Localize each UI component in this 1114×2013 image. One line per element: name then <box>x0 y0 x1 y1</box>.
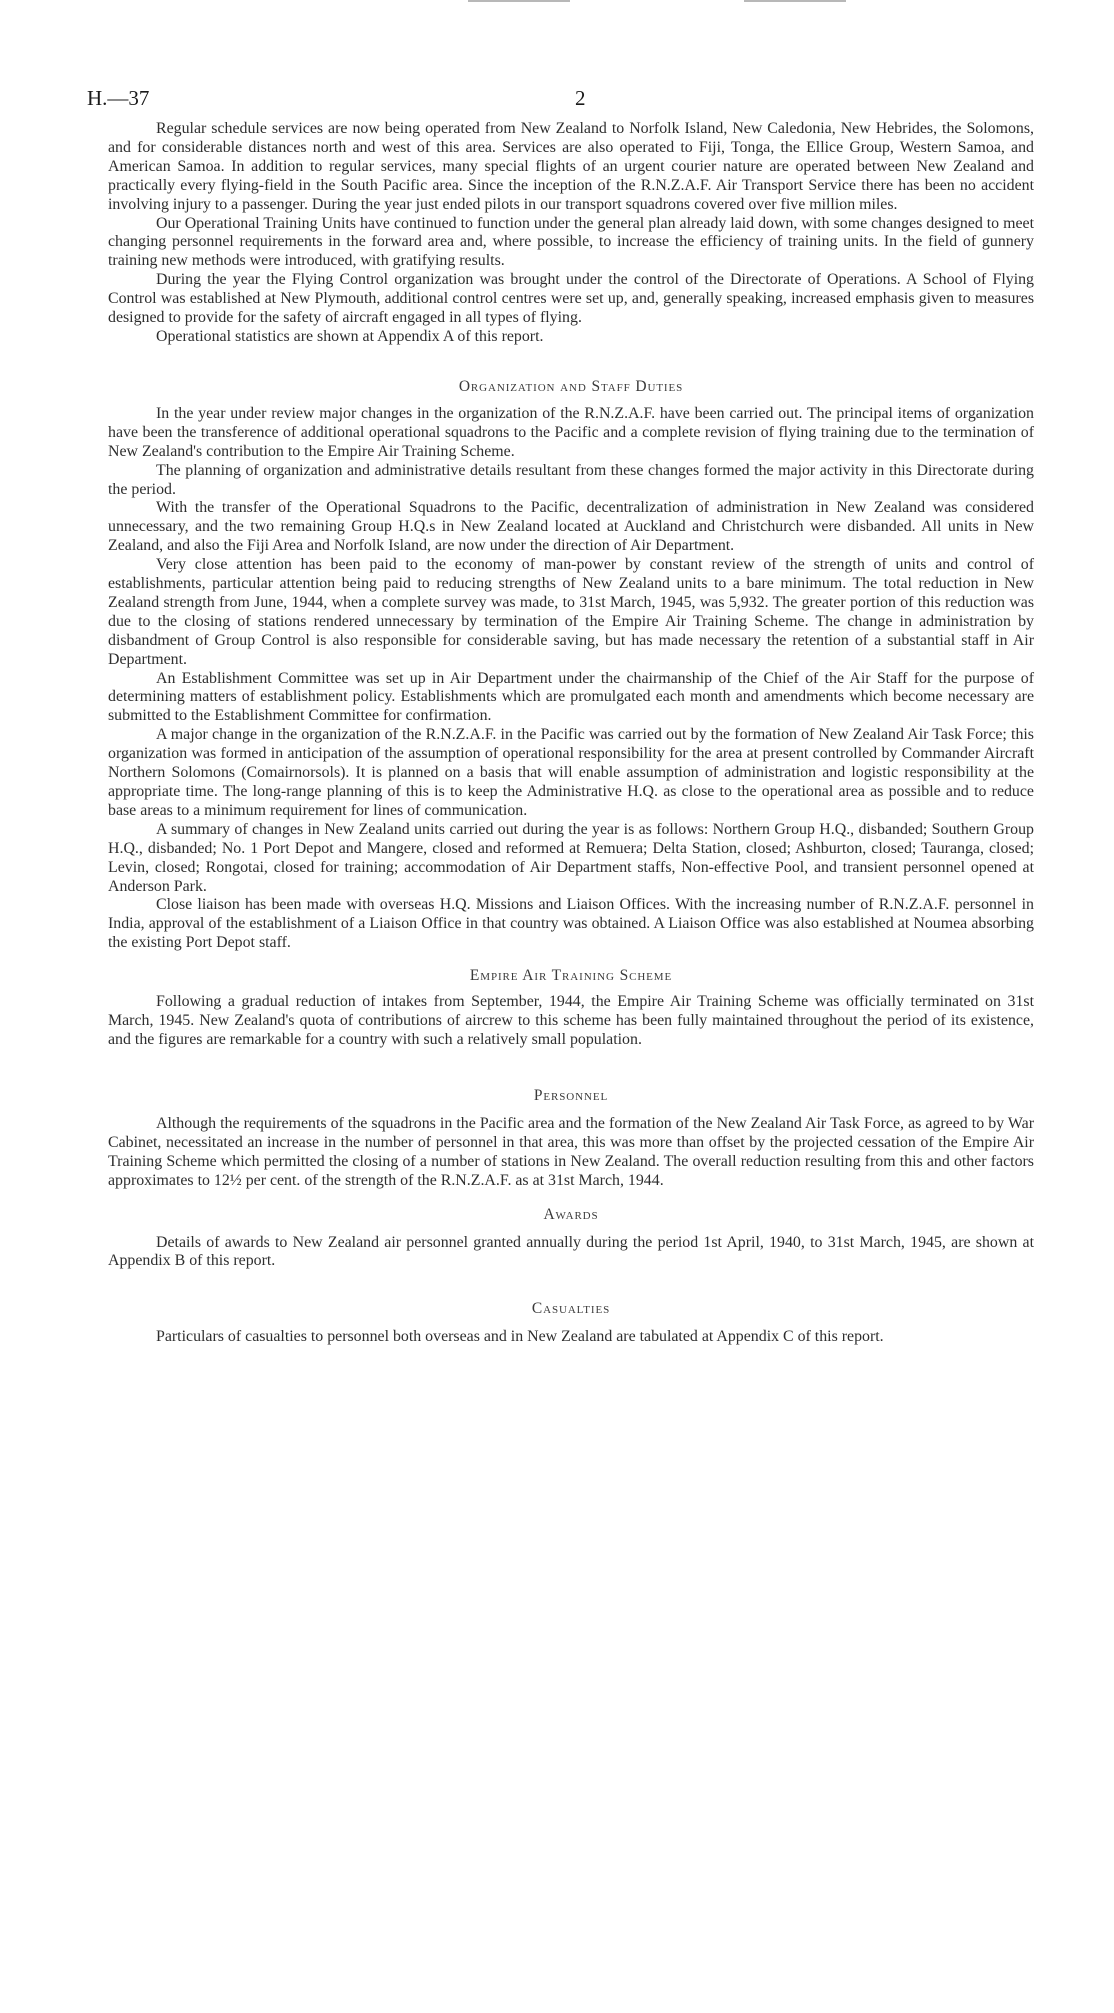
page-body <box>108 120 1034 1347</box>
section-intro <box>108 120 1034 347</box>
paragraph: An Establishment Committee was set up in Air Department under the chairmanship of the Chief of the Air Staff for the purpose of determining matters of establishment policy. Establishments which are promulgated each month and amendments which become necessary are submitted to the Establishment Committee for confirmation. <box>108 669 1034 725</box>
section-organization <box>108 377 1034 953</box>
paragraph: Particulars of casualties to personnel both overseas and in New Zealand are tabulated at Appendix C of this report. <box>156 1328 884 1346</box>
top-rule-left <box>468 0 570 2</box>
section-awards <box>108 1205 1034 1272</box>
paragraph: Regular schedule services are now being operated from New Zealand to Norfolk Island, New Caledonia, New Hebrides, the Solomons, and for considerable distances north and west of this area. Services are also operated to Fiji, Tonga, the Ellice Group, Western Samoa, and American Samoa. In addition to regular services, many special flights of an urgent courier nature are operated between New Zealand and practically every flying-field in the South Pacific area. Since the inception of the R.N.Z.A.F. Air Transport Service there has been no accident involving injury to a passenger. During the year just ended pilots in our transport squadrons covered over five million miles. <box>108 120 1034 213</box>
paragraph: Close liaison has been made with overseas H.Q. Missions and Liaison Offices. With the increasing number of R.N.Z.A.F. personnel in India, approval of the establishment of a Liaison Office in that country was obtained. A Liaison Office was also established at Noumea absorbing the existing Port Depot staff. <box>108 896 1034 952</box>
section-empire-air-training-scheme <box>108 966 1034 1050</box>
document-reference: H.—37 <box>87 86 150 110</box>
paragraph: A summary of changes in New Zealand units carried out during the year is as follows: Northern Group H.Q., disbanded; Southern Group H.Q., disbanded; No. 1 Port Depot and Mangere, closed and reformed at Remuera; Delta Station, closed; Ashburton, closed; Tauranga, closed; Levin, closed; Rongotai, closed for training; accommodation of Air Department staffs, Non-effective Pool, and transient personnel opened at Anderson Park. <box>108 820 1034 895</box>
paragraph: Our Operational Training Units have continued to function under the general plan already laid down, with some changes designed to meet changing personnel requirements in the forward area and, where possible, to increase the efficiency of training units. In the field of gunnery training new methods were introduced, with gratifying results. <box>108 214 1034 270</box>
top-rule-right <box>744 0 846 2</box>
paragraph: The planning of organization and administrative details resultant from these changes formed the major activity in this Directorate during the period. <box>108 461 1034 498</box>
page-header <box>87 86 1027 116</box>
section-heading: Awards <box>543 1205 599 1223</box>
section-heading: Empire Air Training Scheme <box>469 967 673 985</box>
paragraph: Details of awards to New Zealand air personnel granted annually during the period 1st April, 1940, to 31st March, 1945, are shown at Appendix B of this report. <box>108 1233 1034 1270</box>
section-heading: Organization and Staff Duties <box>458 377 684 395</box>
paragraph: With the transfer of the Operational Squadrons to the Pacific, decentralization of administration in New Zealand was considered unnecessary, and the two remaining Group H.Q.s in New Zealand located at Auckland and Christchurch were disbanded. All units in New Zealand, and also the Fiji Area and Norfolk Island, are now under the direction of Air Department. <box>108 499 1034 555</box>
section-casualties <box>108 1299 1034 1347</box>
paragraph: During the year the Flying Control organization was brought under the control of the Directorate of Operations. A School of Flying Control was established at New Plymouth, additional control centres were set up, and, generally speaking, increased emphasis given to measures designed to provide for the safety of aircraft engaged in all types of flying. <box>108 271 1034 327</box>
paragraph: A major change in the organization of the R.N.Z.A.F. in the Pacific was carried out by the formation of New Zealand Air Task Force; this organization was formed in anticipation of the assumption of operational responsibility for the area at present controlled by Commander Aircraft Northern Solomons (Comairnorsols). It is planned on a basis that will enable assumption of administration and logistic responsibility at the appropriate time. The long-range planning of this is to keep the Administrative H.Q. as close to the operational area as possible and to reduce base areas to a minimum requirement for lines of communication. <box>108 726 1034 819</box>
section-heading: Casualties <box>531 1300 611 1318</box>
paragraph: Very close attention has been paid to the economy of man-power by constant review of the strength of units and control of establishments, particular attention being paid to reducing strengths of New Zealand units to a bare minimum. The total reduction in New Zealand strength from June, 1944, when a complete survey was made, to 31st March, 1945, was 5,932. The greater portion of this reduction was due to the closing of stations rendered unnecessary by termination of the Empire Air Training Scheme. The change in administration by disbandment of Group Control is also responsible for considerable saving, but has made necessary the retention of a substantial staff in Air Department. <box>108 556 1034 668</box>
paragraph: Although the requirements of the squadrons in the Pacific area and the formation of the New Zealand Air Task Force, as agreed to by War Cabinet, necessitated an increase in the number of personnel in that area, this was more than offset by the projected cessation of the Empire Air Training Scheme which permitted the closing of a number of stations in New Zealand. The overall reduction resulting from this and other factors approximates to 12½ per cent. of the strength of the R.N.Z.A.F. as at 31st March, 1944. <box>108 1114 1034 1189</box>
page-number: 2 <box>575 86 586 110</box>
paragraph: In the year under review major changes in the organization of the R.N.Z.A.F. have been carried out. The principal items of organization have been the transference of additional operational squadrons to the Pacific and a complete revision of flying training due to the termination of New Zealand's contribution to the Empire Air Training Scheme. <box>108 404 1034 460</box>
paragraph: Operational statistics are shown at Appendix A of this report. <box>156 327 544 345</box>
paragraph: Following a gradual reduction of intakes from September, 1944, the Empire Air Training Scheme was officially terminated on 31st March, 1945. New Zealand's quota of contributions of aircrew to this scheme has been fully maintained throughout the period of its existence, and the figures are remarkable for a country with such a relatively small population. <box>108 993 1034 1048</box>
section-personnel <box>108 1086 1034 1191</box>
section-heading: Personnel <box>533 1086 609 1104</box>
